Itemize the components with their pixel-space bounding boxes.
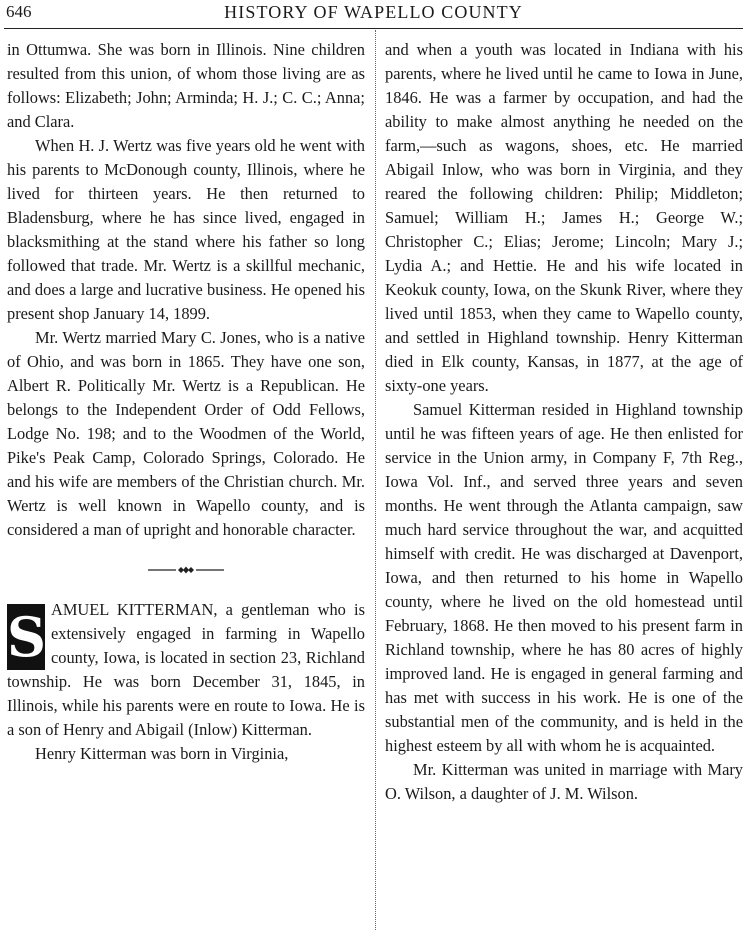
drop-cap: S — [7, 605, 46, 669]
paragraph: Samuel Kitterman resided in Highland township until he was fifteen years of age. He then enlisted for service in the Union army, in Company F, 7th Reg., Iowa Vol. Inf., and served three years and seven months. He went through the Atlanta campaign, saw much hard service throughout the war, and acquitted himself with credit. He was discharged at Davenport, Iowa, and then returned to his home in Wapello county, where he lived on the old homestead until February, 1868. He then moved to his present farm in Richland township, where he has 80 acres of highly improved land. He is engaged in general farming and has met with success in his work. He is one of the substantial men of the community, and is held in the highest esteem by all with whom he is acquainted. — [385, 400, 743, 755]
paragraph: and when a youth was located in Indiana with his parents, where he lived until he came to Iowa in June, 1846. He was a farmer by occupation, and had the ability to make almost anything he needed on the farm,—such as wagons, shoes, etc. He married Abigail Inlow, who was born in Virginia, and they reared the following children: Philip; Middleton; Samuel; William H.; James H.; George W.; Christopher C.; Elias; Jerome; Lincoln; Mary J.; Lydia A.; and Hettie. He and his wife located in Keokuk county, Iowa, on the Skunk River, where they lived until 1853, when they came to Wapello county, and settled in Highland township. Henry Kitterman died in Elk county, Kansas, in 1877, at the age of sixty-one years. — [385, 40, 743, 395]
running-head: HISTORY OF WAPELLO COUNTY — [224, 2, 523, 22]
paragraph: Mr. Kitterman was united in marriage with Mary O. Wilson, a daughter of J. M. Wilson. — [385, 760, 743, 803]
right-column — [385, 38, 743, 806]
page-number: 646 — [6, 2, 32, 21]
paragraph: Henry Kitterman was born in Virginia, — [35, 744, 289, 763]
paragraph: Mr. Wertz married Mary C. Jones, who is a native of Ohio, and was born in 1865. They have one son, Albert R. Politically Mr. Wertz is a Republican. He belongs to the Independent Order of Odd Fellows, Lodge No. 198; and to the Woodmen of the World, Pike's Peak Camp, Colorado Springs, Colorado. He and his wife are members of the Christian church. Mr. Wertz is well known in Wapello county, and is considered a man of upright and honorable character. — [7, 328, 365, 539]
column-divider — [375, 30, 376, 930]
header-rule — [4, 28, 743, 29]
section-divider-ornament — [148, 560, 224, 580]
paragraph: When H. J. Wertz was five years old he went with his parents to McDonough county, Illinois, where he lived for thirteen years. He then returned to Bladensburg, where he has since lived, engaged in blacksmithing at the stand where his father so long followed that trade. Mr. Wertz is a skillful mechanic, and does a large and lucrative business. He opened his present shop January 14, 1899. — [7, 136, 365, 323]
left-column — [7, 38, 365, 766]
paragraph-text: AMUEL KITTERMAN, a gentleman who is extensively engaged in farming in Wapello county, Iowa, is located in section 23, Richland township. He was born December 31, 1845, in Illinois, while his parents were en route to Iowa. He is a son of Henry and Abigail (Inlow) Kitterman. — [7, 600, 365, 739]
paragraph-biography-intro — [7, 598, 365, 742]
paragraph: in Ottumwa. She was born in Illinois. Nine children resulted from this union, of whom those living are as follows: Elizabeth; John; Arminda; H. J.; C. C.; Anna; and Clara. — [7, 40, 365, 131]
page-header — [0, 0, 747, 30]
